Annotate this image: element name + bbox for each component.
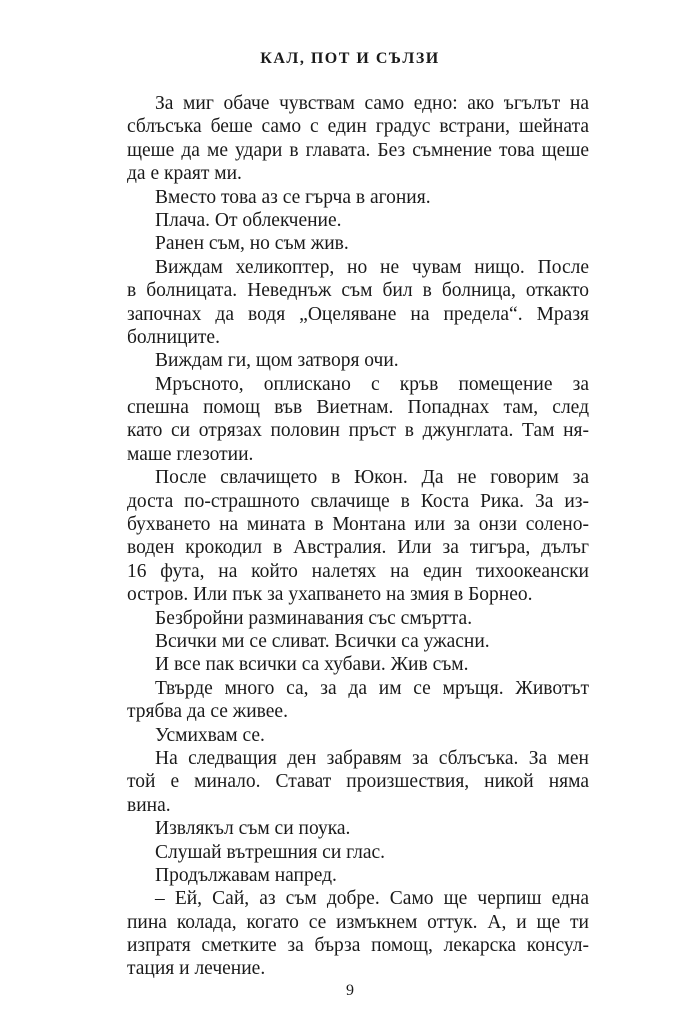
text-line: Мръсното, оплискано с кръв помещение за [155, 373, 589, 395]
text-line: Всички ми се сливат. Всички са ужасни. [155, 630, 490, 652]
text-line: Вместо това аз се гърча в агония. [155, 186, 431, 208]
text-line: Виждам ги, щом затворя очи. [155, 350, 399, 372]
text-line: Ранен съм, но съм жив. [155, 233, 349, 255]
text-line: спешна помощ във Виетнам. Попаднах там, след [127, 397, 589, 419]
text-line: Плача. От облекчение. [155, 209, 342, 231]
text-line: На следващия ден забравям за сблъсъка. За мен [155, 747, 589, 769]
text-line: да е краят ми. [127, 163, 242, 185]
text-line: После свлачището в Юкон. Да не говорим за [155, 467, 589, 489]
text-line: За миг обаче чувствам само едно: ако ъгълът на [155, 93, 589, 114]
text-line: в болницата. Неведнъж съм бил в болница, откакто [127, 280, 589, 302]
text-line: доста по-страшното свлачище в Коста Рика. За из- [127, 490, 589, 512]
text-line: И все пак всички са хубави. Жив съм. [155, 654, 469, 676]
text-line: сблъсъка беше само с един градус встрани, шейната [127, 116, 589, 138]
text-line: тация и лечение. [127, 958, 266, 980]
text-line: остров. Или пък за ухапването на змия в Борнео. [127, 584, 533, 606]
text-line: трябва да се живее. [127, 701, 288, 723]
text-line: Продължавам напред. [155, 864, 337, 886]
text-line: щеше да ме удари в главата. Без съмнение това щеше [127, 139, 589, 161]
text-line: воден крокодил в Австралия. Или за тигъра, дълъг [127, 537, 589, 559]
text-line: – Ей, Сай, аз съм добре. Само ще черпиш една [155, 888, 589, 910]
text-line: Слушай вътрешния си глас. [155, 841, 386, 863]
text-line: той е минало. Стават произшествия, никой няма [127, 771, 589, 793]
text-line: маше глезотии. [127, 443, 254, 465]
text-line: Извлякъл съм си поука. [155, 818, 351, 840]
page-number: 9 [346, 982, 354, 999]
text-line: изпратя сметките за бърза помощ, лекарска консул- [127, 935, 589, 957]
text-line: Усмихвам се. [155, 724, 265, 746]
text-line: Виждам хеликоптер, но не чувам нищо. После [155, 256, 589, 278]
text-line: Безбройни разминавания със смъртта. [155, 607, 473, 629]
text-line: започнах да водя „Оцеляване на предела“. Мразя [127, 303, 589, 325]
running-head: КАЛ, ПОТ И СЪЛЗИ [260, 50, 440, 67]
text-line: вина. [127, 794, 171, 816]
text-line: болниците. [127, 326, 220, 348]
text-line: Твърде много са, за да им се мръщя. Животът [155, 677, 589, 699]
text-line: като си отрязах половин пръст в джунглата. Там ня- [127, 420, 589, 442]
body-text [127, 92, 589, 981]
text-line: бухването на мината в Монтана или за онзи солено- [127, 514, 589, 536]
text-line: 16 фута, на който налетях на един тихоокеански [127, 560, 589, 582]
text-line: пина колада, когато се измъкнем оттук. А, и ще ти [127, 911, 589, 933]
